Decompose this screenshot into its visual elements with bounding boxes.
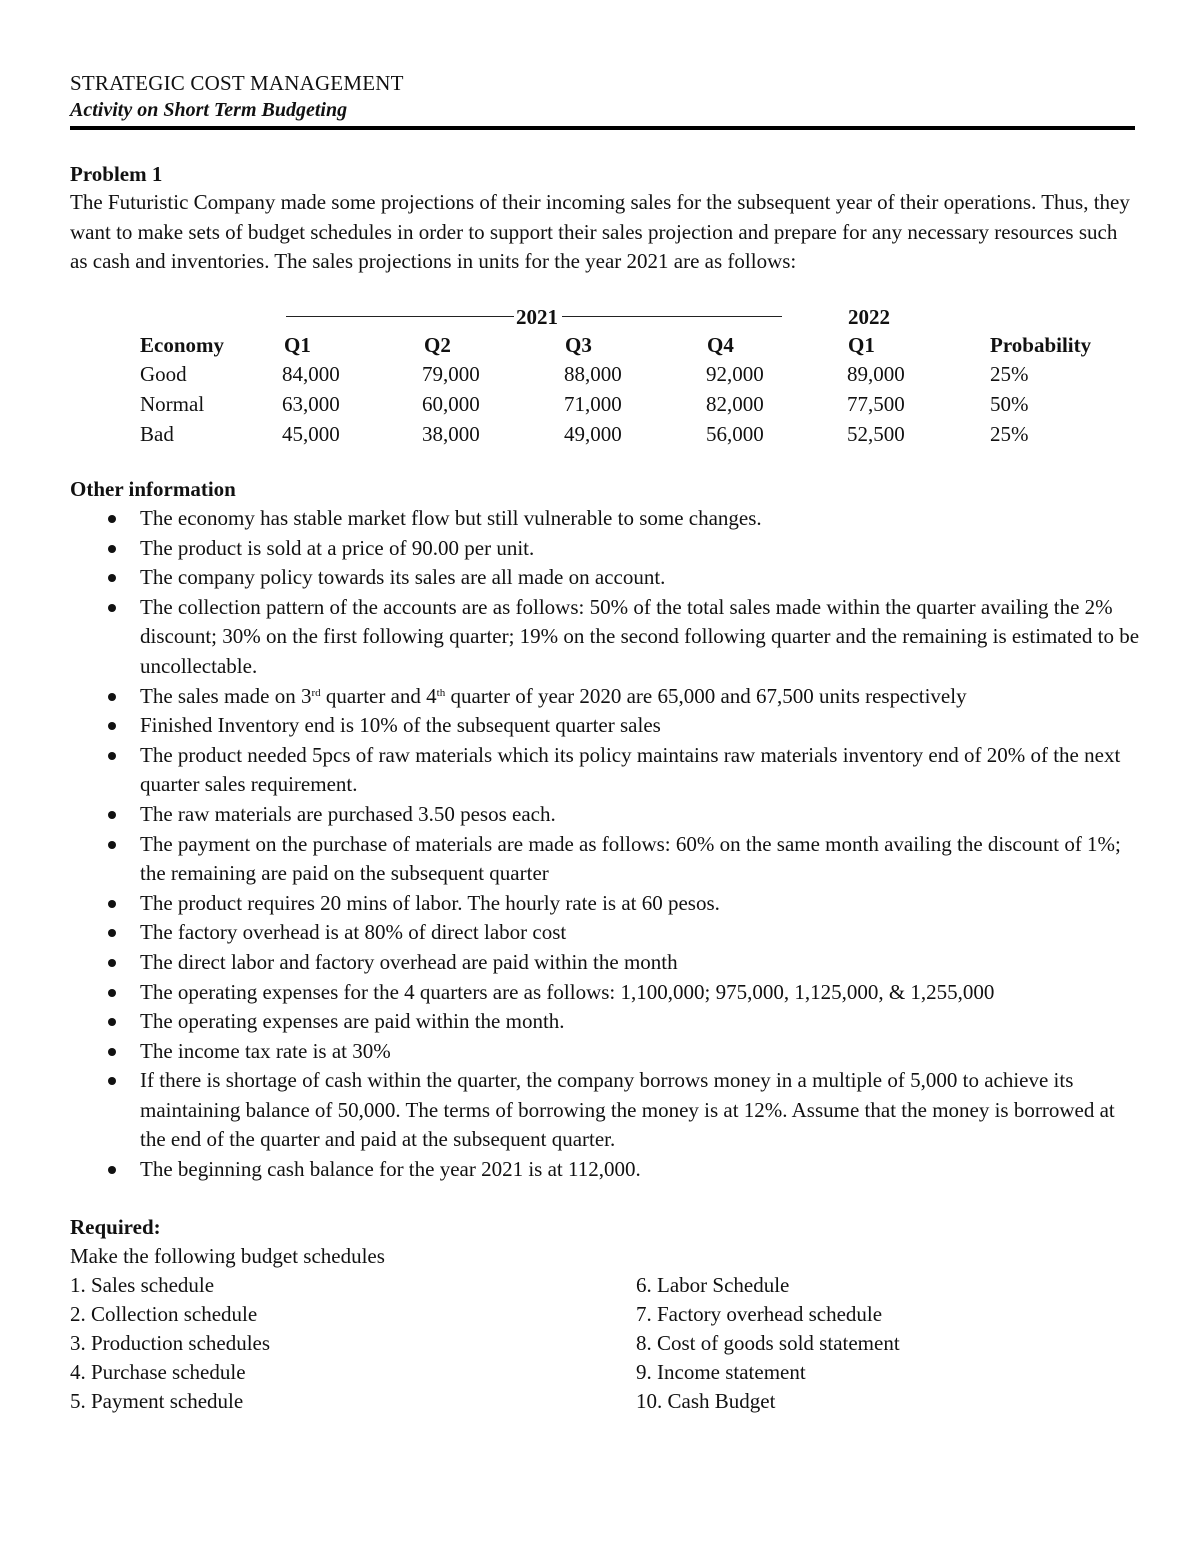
list-item-text: The payment on the purchase of materials are made as follows: 60% on the same month availing the discount of 1%; the remaining are paid on the subsequent quarter — [140, 831, 1121, 886]
list-item: 5. Payment schedule — [70, 1389, 244, 1413]
column-header-q1: Q1 — [284, 333, 311, 357]
column-header-probability: Probability — [990, 333, 1092, 357]
bullet-icon — [108, 959, 116, 967]
bullet-icon — [108, 604, 116, 612]
table-cell: 88,000 — [564, 362, 622, 386]
list-item: 9. Income statement — [636, 1360, 806, 1384]
table-cell: 56,000 — [706, 422, 764, 446]
problem-heading: Problem 1 — [70, 162, 163, 186]
document-header — [70, 70, 1135, 124]
list-item: 1. Sales schedule — [70, 1273, 215, 1297]
column-header-q2: Q2 — [424, 333, 451, 357]
list-item: 8. Cost of goods sold statement — [636, 1331, 900, 1355]
bullet-icon — [108, 989, 116, 997]
table-cell: 50% — [990, 392, 1029, 416]
list-item — [70, 830, 1140, 889]
list-item-text — [140, 684, 967, 708]
list-item-text: The product requires 20 mins of labor. The hourly rate is at 60 pesos. — [140, 890, 720, 915]
table-cell: 82,000 — [706, 392, 764, 416]
list-item — [70, 534, 1140, 564]
list-item — [70, 741, 1140, 800]
document-subtitle: Activity on Short Term Budgeting — [70, 99, 348, 121]
list-item-text: The collection pattern of the accounts are as follows: 50% of the total sales made within the quarter availing the 2% discount; 30% on the first following quarter; 19% on the second following quarter and the remaining is estimated to be uncollectable. — [140, 594, 1140, 678]
superscript-ordinal: th — [436, 686, 446, 699]
bullet-icon — [108, 811, 116, 819]
table-cell: Normal — [140, 392, 205, 416]
year-2021-rule-left — [286, 316, 514, 317]
bullet-icon — [108, 515, 116, 523]
list-item — [70, 889, 1140, 919]
year-2022-label: 2022 — [848, 305, 890, 329]
list-item-text: The product is sold at a price of 90.00 per unit. — [140, 535, 535, 560]
bullet-icon — [108, 1077, 116, 1085]
list-item: 6. Labor Schedule — [636, 1273, 790, 1297]
list-item-text: The beginning cash balance for the year 2021 is at 112,000. — [140, 1157, 641, 1182]
list-item — [70, 800, 1140, 830]
bullet-icon — [108, 574, 116, 582]
bullet-icon — [108, 1048, 116, 1056]
bullet-icon — [108, 693, 116, 701]
list-item — [70, 978, 1140, 1008]
list-item-text: The income tax rate is at 30% — [140, 1038, 391, 1063]
table-cell: 92,000 — [706, 362, 764, 386]
list-item — [70, 1155, 1140, 1185]
table-cell: 38,000 — [422, 422, 480, 446]
table-cell: 71,000 — [564, 392, 622, 416]
text-fragment: quarter of year 2020 are 65,000 and 67,500 units respectively — [445, 683, 967, 708]
list-item-text: The factory overhead is at 80% of direct labor cost — [140, 920, 567, 945]
column-header-2022-q1: Q1 — [848, 333, 875, 357]
list-item: 4. Purchase schedule — [70, 1360, 246, 1384]
document-title: STRATEGIC COST MANAGEMENT — [70, 71, 404, 95]
list-item-prior-year-sales — [70, 682, 1140, 712]
column-header-q3: Q3 — [565, 333, 592, 357]
table-cell: 79,000 — [422, 362, 480, 386]
table-cell: 25% — [990, 422, 1029, 446]
table-cell: 45,000 — [282, 422, 340, 446]
problem-intro: The Futuristic Company made some projections of their incoming sales for the subsequent year of their operations. Thus, they want to make sets of budget schedules in order to support their sales projection and prepare for any necessary resources such as cash and inventories. The sales projections in units for the year 2021 are as follows: — [70, 190, 1130, 274]
year-2021-rule-right — [562, 316, 782, 317]
list-item — [70, 948, 1140, 978]
other-information-heading: Other information — [70, 477, 236, 501]
bullet-icon — [108, 752, 116, 760]
table-cell: 63,000 — [282, 392, 340, 416]
bullet-icon — [108, 841, 116, 849]
list-item — [70, 504, 1140, 534]
bullet-icon — [108, 722, 116, 730]
text-fragment: The sales made on 3 — [140, 683, 312, 708]
list-item: 7. Factory overhead schedule — [636, 1302, 883, 1326]
text-fragment: quarter and 4 — [320, 683, 437, 708]
list-item-text: The direct labor and factory overhead are paid within the month — [140, 949, 678, 974]
table-cell: 77,500 — [847, 392, 905, 416]
list-item-text: The raw materials are purchased 3.50 pesos each. — [140, 801, 556, 826]
column-header-economy: Economy — [140, 333, 224, 357]
list-item-text: The operating expenses are paid within the month. — [140, 1009, 565, 1034]
bullet-icon — [108, 1018, 116, 1026]
required-list-left — [70, 1271, 270, 1416]
list-item: 3. Production schedules — [70, 1331, 271, 1355]
list-item — [70, 593, 1140, 682]
other-information-list — [70, 504, 1140, 1185]
header-divider — [70, 126, 1135, 130]
list-item — [70, 1066, 1140, 1155]
column-header-q4: Q4 — [707, 333, 734, 357]
superscript-ordinal: rd — [311, 686, 321, 699]
list-item-text: Finished Inventory end is 10% of the subsequent quarter sales — [140, 713, 661, 738]
bullet-icon — [108, 545, 116, 553]
list-item — [70, 1007, 1140, 1037]
list-item: 2. Collection schedule — [70, 1302, 258, 1326]
list-item — [70, 563, 1140, 593]
table-cell: 60,000 — [422, 392, 480, 416]
list-item — [70, 918, 1140, 948]
bullet-icon — [108, 1166, 116, 1174]
table-cell: 25% — [990, 362, 1029, 386]
required-list-right — [636, 1271, 900, 1416]
list-item: 10. Cash Budget — [636, 1389, 776, 1413]
bullet-icon — [108, 929, 116, 937]
table-cell: Good — [140, 362, 187, 386]
table-cell: 49,000 — [564, 422, 622, 446]
list-item-text: If there is shortage of cash within the quarter, the company borrows money in a multiple of 5,000 to achieve its maintaining balance of 50,000. The terms of borrowing the money is at 12%. Assume that the money is borrowed at the end of the quarter and paid at the subsequent quarter. — [140, 1068, 1115, 1152]
required-heading: Required: — [70, 1215, 161, 1239]
list-item-text: The product needed 5pcs of raw materials which its policy maintains raw materials inventory end of 20% of the next quarter sales requirement. — [140, 742, 1121, 797]
table-cell: Bad — [140, 422, 174, 446]
list-item — [70, 1037, 1140, 1067]
list-item-text: The operating expenses for the 4 quarters are as follows: 1,100,000; 975,000, 1,125,000, & 1,255,000 — [140, 979, 995, 1004]
table-cell: 84,000 — [282, 362, 340, 386]
list-item-text: The company policy towards its sales are all made on account. — [140, 565, 666, 590]
table-cell: 89,000 — [847, 362, 905, 386]
table-cell: 52,500 — [847, 422, 905, 446]
list-item-text: The economy has stable market flow but still vulnerable to some changes. — [140, 506, 762, 530]
bullet-icon — [108, 900, 116, 908]
required-intro: Make the following budget schedules — [70, 1244, 385, 1268]
year-2021-label: 2021 — [516, 305, 558, 329]
list-item — [70, 711, 1140, 741]
